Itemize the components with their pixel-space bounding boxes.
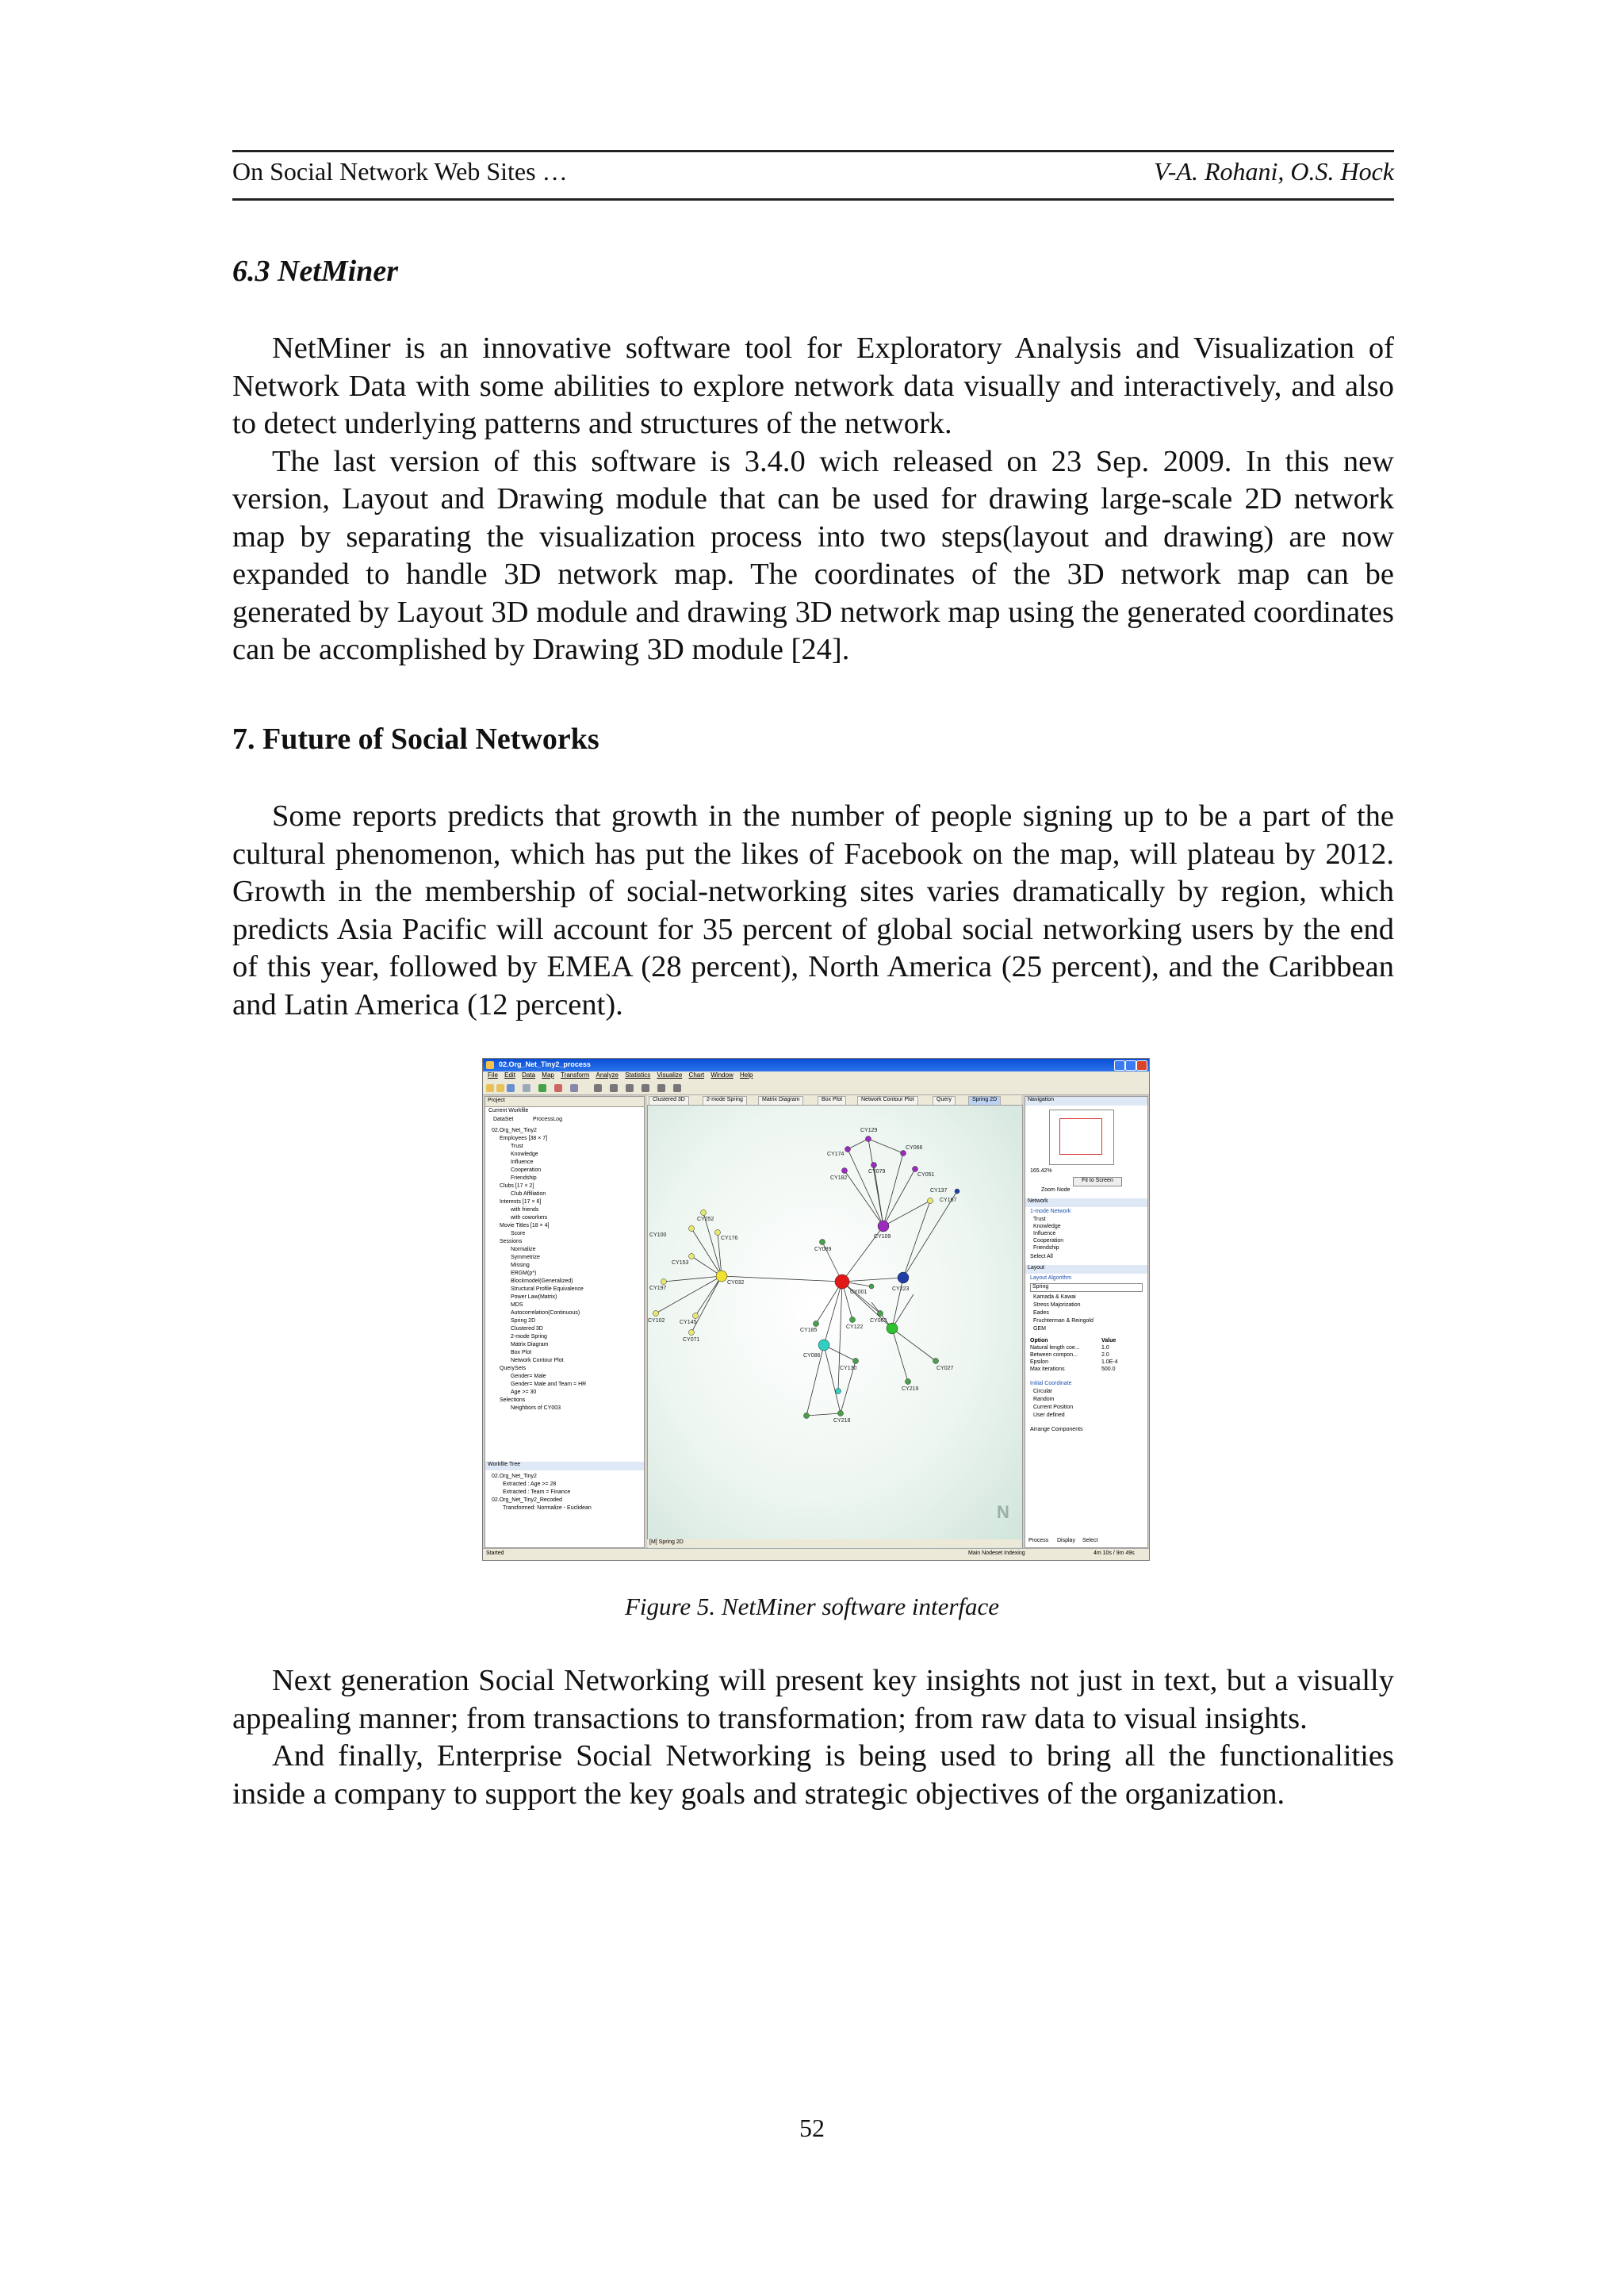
graph-node[interactable] — [866, 1137, 871, 1142]
node-label: CY027 — [936, 1366, 954, 1371]
layout-icon[interactable] — [657, 1084, 665, 1092]
layout-algorithm-label: Layout Algorithm — [1030, 1275, 1072, 1281]
tree-item[interactable]: 02.Org_Net_Tiny2 — [492, 1128, 537, 1133]
tree-item[interactable]: Blockmodel(Generalized) — [511, 1278, 573, 1284]
graph-edge — [824, 1282, 842, 1345]
status-middle: Main Nodeset Indexing — [968, 1550, 1025, 1556]
zoom-icon[interactable] — [594, 1084, 602, 1092]
tree-item[interactable]: Autocorrelation(Continuous) — [511, 1310, 580, 1316]
graph-node[interactable] — [955, 1189, 959, 1194]
save-icon[interactable] — [507, 1084, 515, 1092]
node-label: CY153 — [672, 1260, 689, 1266]
minimap-viewport[interactable] — [1059, 1118, 1102, 1155]
network-subtitle: 1-mode Network — [1030, 1209, 1071, 1214]
graph-edge — [838, 1282, 842, 1391]
netminer-body — [232, 330, 1394, 669]
tab-box-plot[interactable]: Box Plot — [818, 1096, 846, 1106]
graph-node[interactable] — [814, 1321, 819, 1327]
node-label: CY001 — [850, 1290, 868, 1295]
graph-node[interactable] — [853, 1359, 859, 1364]
graph-node[interactable] — [715, 1230, 721, 1236]
tree-item[interactable]: Structural Profile Equivalence — [511, 1286, 584, 1292]
graph-node[interactable] — [887, 1323, 898, 1334]
param-name: Between compon... — [1030, 1352, 1078, 1358]
paragraph: NetMiner is an innovative software tool for Exploratory Analysis and Visualization of Network Data with some abilities to explore network data visually and interactively, and also to detect underlying patterns and structures of the network. — [232, 332, 1394, 440]
workfile-tree — [492, 1127, 586, 1412]
graph-node[interactable] — [842, 1168, 848, 1174]
node-label: CY185 — [800, 1328, 818, 1333]
tree-item[interactable]: Selections — [500, 1397, 526, 1403]
minimize-icon[interactable] — [1114, 1060, 1125, 1071]
graph-edge — [903, 1201, 930, 1278]
network-option[interactable]: Influence — [1033, 1231, 1056, 1236]
print-icon[interactable] — [523, 1084, 530, 1092]
tree-item[interactable]: Box Plot — [511, 1350, 532, 1355]
node-label: CY089 — [814, 1247, 832, 1252]
tree-item[interactable]: Extracted : Age >= 28 — [503, 1481, 557, 1487]
select-icon[interactable] — [610, 1084, 618, 1092]
section-heading-future: 7. Future of Social Networks — [232, 723, 599, 756]
graph-node[interactable] — [701, 1210, 707, 1216]
graph-node[interactable] — [871, 1163, 877, 1168]
menu-edit[interactable]: Edit — [504, 1071, 515, 1079]
tree-item[interactable]: MDS — [511, 1302, 523, 1308]
param-name: Natural length coe... — [1030, 1345, 1080, 1351]
paragraph: Next generation Social Networking will present key insights not just in text, but a visually appealing manner; from transactions to transformation; from raw data to visual insights. — [232, 1664, 1394, 1735]
tree-item[interactable]: Missing — [511, 1263, 530, 1268]
network-option[interactable]: Friendship — [1033, 1245, 1059, 1251]
graph-node[interactable] — [933, 1359, 939, 1364]
right-tab-process[interactable]: Process — [1028, 1538, 1049, 1543]
graph-edge — [842, 1282, 880, 1313]
menu-map[interactable]: Map — [542, 1071, 554, 1079]
graph-footer — [647, 1539, 1021, 1547]
header-top-rule — [232, 150, 1394, 152]
graph-edge — [695, 1276, 722, 1316]
export-icon[interactable] — [673, 1084, 681, 1092]
tree-item[interactable]: with coworkers — [511, 1215, 548, 1221]
move-icon[interactable] — [626, 1084, 634, 1092]
tree-item[interactable]: Network Contour Plot — [511, 1358, 564, 1363]
tab-2mode-spring[interactable]: 2-mode Spring — [703, 1096, 747, 1106]
menu-bar — [483, 1071, 1149, 1082]
graph-edge — [892, 1328, 936, 1361]
tree-item[interactable]: 02.Org_Net_Tiny2 — [492, 1474, 537, 1479]
tree-item[interactable]: QuerySets — [500, 1366, 527, 1371]
node-label: CY079 — [868, 1169, 886, 1175]
layout-option[interactable]: Eades — [1033, 1310, 1049, 1316]
new-icon[interactable] — [486, 1084, 494, 1092]
node-label: CY109 — [874, 1234, 891, 1240]
graph-edge — [816, 1282, 842, 1324]
graph-edge — [883, 1153, 903, 1226]
tab-matrix-diagram[interactable]: Matrix Diagram — [758, 1096, 803, 1106]
window-title: 02.Org_Net_Tiny2_process — [499, 1060, 591, 1068]
graph-edge — [892, 1278, 903, 1328]
tree-item[interactable]: 02.Org_Net_Tiny2_Recoded — [492, 1497, 562, 1503]
project-tabstrip — [485, 1097, 644, 1107]
maximize-icon[interactable] — [1125, 1060, 1136, 1071]
node-label: CY223 — [892, 1286, 910, 1292]
node-label: CY130 — [840, 1366, 857, 1371]
window-titlebar — [483, 1059, 1149, 1071]
paragraph: The last version of this software is 3.4.0 wich released on 23 Sep. 2009. In this new version, Layout and Drawing module that can be used for drawing large-scale 2D network map by separating the visualization process into two steps(layout and drawing) are now expanded to handle 3D network map. The coordinates of the 3D network map can be generated by Layout 3D module and drawing 3D network map using the generated coordinates can be accomplished by Drawing 3D module [24]. — [232, 444, 1394, 666]
initial-coordinate-label: Initial Coordinate — [1030, 1381, 1072, 1386]
graph-node[interactable] — [820, 1240, 825, 1245]
tree-item[interactable]: Score — [511, 1231, 526, 1236]
tree-item[interactable]: Extracted : Team = Finance — [503, 1489, 571, 1495]
netminer-screenshot — [482, 1058, 1150, 1561]
node-label: CY086 — [803, 1353, 821, 1359]
graph-node[interactable] — [716, 1271, 727, 1282]
tree-item[interactable]: 2-mode Spring — [511, 1334, 547, 1340]
netminer-logo: N — [997, 1502, 1009, 1522]
tree-item[interactable]: Transformed: Normalize - Euclidean — [503, 1505, 592, 1511]
graph-node[interactable] — [661, 1279, 667, 1285]
graph-node[interactable] — [898, 1272, 909, 1283]
param-value[interactable]: 500.0 — [1101, 1366, 1116, 1372]
node-label: CY137 — [930, 1188, 948, 1194]
layout-algorithm-select[interactable]: Spring — [1030, 1283, 1143, 1292]
graph-node[interactable] — [804, 1413, 810, 1419]
graph-node[interactable] — [878, 1311, 883, 1317]
menu-visualize[interactable]: Visualize — [657, 1071, 683, 1079]
node-label: CY066 — [906, 1145, 923, 1151]
app-icon — [486, 1061, 494, 1069]
graph-edge — [848, 1149, 886, 1226]
navigation-header: Navigation — [1025, 1097, 1147, 1106]
initial-option[interactable]: User defined — [1033, 1412, 1065, 1418]
fit-to-screen-button[interactable]: Fit to Screen — [1073, 1177, 1122, 1186]
tree-item[interactable]: Cooperation — [511, 1167, 542, 1173]
tree-item[interactable]: Movie Titles [18 × 4] — [500, 1223, 550, 1228]
running-header-right: V-A. Rohani, O.S. Hock — [1153, 157, 1394, 186]
menu-file[interactable]: File — [488, 1071, 498, 1079]
current-workfile-label: Current Workfile — [488, 1108, 529, 1114]
tab-query[interactable]: Query — [933, 1096, 956, 1106]
graph-node[interactable] — [818, 1340, 829, 1351]
menu-help[interactable]: Help — [740, 1071, 753, 1079]
graph-edge — [842, 1278, 903, 1282]
status-left: Started — [486, 1550, 504, 1556]
network-header: Network — [1025, 1198, 1147, 1207]
tab-clustered-3d[interactable]: Clustered 3D — [649, 1096, 689, 1106]
initial-option[interactable]: Random — [1033, 1397, 1055, 1402]
param-name: Max iterations — [1030, 1366, 1065, 1372]
network-option[interactable]: Knowledge — [1033, 1224, 1061, 1229]
graph-node[interactable] — [878, 1221, 889, 1232]
graph-node[interactable] — [836, 1389, 841, 1394]
network-option[interactable]: Cooperation — [1033, 1238, 1064, 1244]
tree-item[interactable]: Influence — [511, 1159, 534, 1165]
draw-icon[interactable] — [642, 1084, 649, 1092]
tree-item[interactable]: Friendship — [511, 1175, 537, 1181]
future-body — [232, 798, 1394, 1024]
section-heading-netminer: 6.3 NetMiner — [232, 255, 398, 288]
graph-edge — [892, 1294, 914, 1328]
right-tab-select[interactable]: Select — [1082, 1538, 1098, 1543]
menu-chart[interactable]: Chart — [688, 1071, 705, 1079]
node-label: CY032 — [727, 1280, 745, 1286]
network-option[interactable]: Trust — [1033, 1217, 1046, 1222]
param-value[interactable]: 1.0 — [1101, 1345, 1109, 1351]
tree-item[interactable]: Sessions — [500, 1239, 523, 1244]
menu-data[interactable]: Data — [522, 1071, 536, 1079]
node-label: CY063 — [870, 1318, 887, 1324]
node-label: CY182 — [830, 1175, 848, 1181]
tree-item[interactable]: Clubs [17 × 2] — [500, 1183, 534, 1189]
layout-header: Layout — [1025, 1265, 1147, 1274]
graph-node-center[interactable] — [835, 1274, 849, 1289]
node-label: CY174 — [827, 1152, 845, 1157]
tree-item[interactable]: with friends — [511, 1207, 539, 1213]
project-panel — [485, 1096, 645, 1548]
param-name: Epsilon — [1030, 1359, 1048, 1365]
run-icon[interactable] — [538, 1084, 546, 1092]
stop-icon[interactable] — [554, 1084, 562, 1092]
param-value[interactable]: 1.0E-4 — [1101, 1359, 1118, 1365]
graph-edge — [806, 1413, 841, 1416]
graph-node[interactable] — [845, 1147, 851, 1152]
toolbar — [483, 1082, 1149, 1095]
settings-icon[interactable] — [570, 1084, 578, 1092]
node-label: CY167 — [940, 1198, 957, 1203]
graph-edge — [848, 1139, 868, 1149]
graph-node[interactable] — [838, 1411, 844, 1416]
node-label: CY219 — [902, 1386, 919, 1392]
tree-item[interactable]: Club Affiliation — [511, 1191, 546, 1197]
node-label: CY051 — [917, 1172, 935, 1178]
network-graph-svg — [648, 1106, 1022, 1540]
tab-spring-2d[interactable]: Spring 2D — [968, 1096, 1001, 1106]
layout-option[interactable]: Stress Majorization — [1033, 1302, 1081, 1308]
initial-option[interactable]: Current Position — [1033, 1405, 1074, 1410]
project-label: Project — [488, 1098, 505, 1103]
workfile-tree-label: Workfile Tree — [485, 1462, 644, 1470]
graph-edge — [845, 1169, 886, 1226]
graph-node[interactable] — [653, 1311, 659, 1317]
layout-option[interactable]: Kamada & Kawai — [1033, 1294, 1076, 1300]
open-icon[interactable] — [496, 1084, 504, 1092]
param-header-value: Value — [1101, 1338, 1116, 1343]
menu-window[interactable]: Window — [710, 1071, 733, 1079]
paragraph: Some reports predicts that growth in the number of people signing up to be a part of the cultural phenomenon, which has put the likes of Facebook on the map, will plateau by 2012. Growth in the membership of social-networking sites varies dramatically by region, which predicts Asia Pacific will account for 35 percent of global social networking users by the end of this year, followed by EMEA (28 percent), North America (25 percent), and the Caribbean and Latin America (12 percent). — [232, 799, 1394, 1022]
graph-node[interactable] — [850, 1317, 856, 1323]
graph-edge — [868, 1139, 903, 1153]
tree-item[interactable]: ERGM(p*) — [511, 1271, 537, 1276]
node-label: CY102 — [648, 1318, 665, 1324]
node-label: CY218 — [833, 1418, 851, 1424]
graph-edge — [903, 1191, 957, 1278]
right-tab-display[interactable]: Display — [1057, 1538, 1075, 1543]
tree-item[interactable]: Neighbors of CY003 — [511, 1405, 561, 1411]
workfile-history-tree — [492, 1473, 592, 1512]
paragraph: And finally, Enterprise Social Networking is being used to bring all the functionalities inside a company to support the key goals and strategic objectives of the organization. — [232, 1739, 1394, 1811]
graph-footer-label: [M] Spring 2D — [649, 1539, 684, 1545]
zoom-level: 165.42% — [1030, 1168, 1052, 1174]
graph-node[interactable] — [928, 1198, 933, 1204]
graph-node[interactable] — [693, 1313, 699, 1319]
dataset-tab[interactable]: DataSet — [493, 1117, 514, 1122]
select-all-checkbox[interactable]: Select All — [1030, 1254, 1053, 1259]
tree-item[interactable]: Spring 2D — [511, 1318, 536, 1324]
tree-item[interactable]: Age >= 30 — [511, 1389, 537, 1395]
node-label: CY100 — [649, 1232, 667, 1238]
node-label: CY129 — [860, 1128, 878, 1133]
graph-node[interactable] — [913, 1167, 918, 1172]
tree-item[interactable]: Trust — [511, 1144, 523, 1149]
node-label: CY252 — [697, 1217, 714, 1222]
tree-item[interactable]: Employees [38 × 7] — [500, 1136, 548, 1141]
graph-node[interactable] — [689, 1330, 695, 1336]
running-header-left: On Social Network Web Sites … — [232, 157, 568, 186]
node-label: CY071 — [683, 1337, 700, 1343]
tree-item[interactable]: Symmetrize — [511, 1255, 540, 1260]
tree-item[interactable]: Gender= Male and Team = HR — [511, 1382, 587, 1387]
node-label: CY197 — [649, 1286, 667, 1291]
tree-item[interactable]: Matrix Diagram — [511, 1342, 549, 1347]
param-value[interactable]: 2.0 — [1101, 1352, 1109, 1358]
menu-transform[interactable]: Transform — [561, 1071, 590, 1079]
arrange-components-checkbox[interactable]: Arrange Components — [1030, 1427, 1083, 1432]
graph-node[interactable] — [689, 1254, 695, 1259]
param-header-option: Option — [1030, 1338, 1048, 1343]
tree-item[interactable]: Knowledge — [511, 1152, 538, 1157]
figure-caption: Figure 5. NetMiner software interface — [624, 1593, 1000, 1620]
node-label: CY176 — [721, 1236, 738, 1241]
layout-option[interactable]: Fruchterman & Reingold — [1033, 1318, 1094, 1324]
graph-node[interactable] — [869, 1284, 874, 1289]
tree-item[interactable]: Clustered 3D — [511, 1326, 543, 1332]
layout-option[interactable]: GEM — [1033, 1326, 1046, 1332]
header-bottom-rule — [232, 198, 1394, 201]
zoom-node-label[interactable]: Zoom Node — [1041, 1187, 1071, 1193]
menu-statistics[interactable]: Statistics — [625, 1071, 651, 1079]
graph-node[interactable] — [689, 1226, 695, 1232]
menu-analyze[interactable]: Analyze — [596, 1071, 619, 1079]
status-bar — [483, 1548, 1149, 1560]
processlog-tab[interactable]: ProcessLog — [533, 1117, 562, 1122]
tree-item[interactable]: Interests [17 × 6] — [500, 1199, 542, 1205]
graph-edge — [892, 1328, 908, 1382]
tree-item[interactable]: Normalize — [511, 1247, 536, 1252]
node-label: CY122 — [846, 1324, 864, 1330]
page-number: 52 — [799, 2114, 825, 2142]
closing-body — [232, 1662, 1394, 1813]
initial-option[interactable]: Circular — [1033, 1389, 1053, 1394]
tree-item[interactable]: Power Law(Matrix) — [511, 1294, 557, 1300]
network-graph-canvas[interactable] — [647, 1105, 1023, 1549]
graph-edge — [691, 1228, 722, 1276]
tab-network-contour-plot[interactable]: Network Contour Plot — [857, 1096, 918, 1106]
right-panel — [1025, 1096, 1148, 1548]
close-icon[interactable] — [1136, 1060, 1147, 1071]
status-right: 4m 10s / 9m 49s — [1094, 1550, 1135, 1556]
graph-node[interactable] — [901, 1151, 906, 1156]
node-label: CY145 — [680, 1320, 697, 1325]
navigation-minimap[interactable] — [1049, 1110, 1114, 1165]
graph-node[interactable] — [906, 1379, 911, 1385]
tree-item[interactable]: Gender= Male — [511, 1374, 546, 1379]
graph-edge — [824, 1345, 841, 1413]
